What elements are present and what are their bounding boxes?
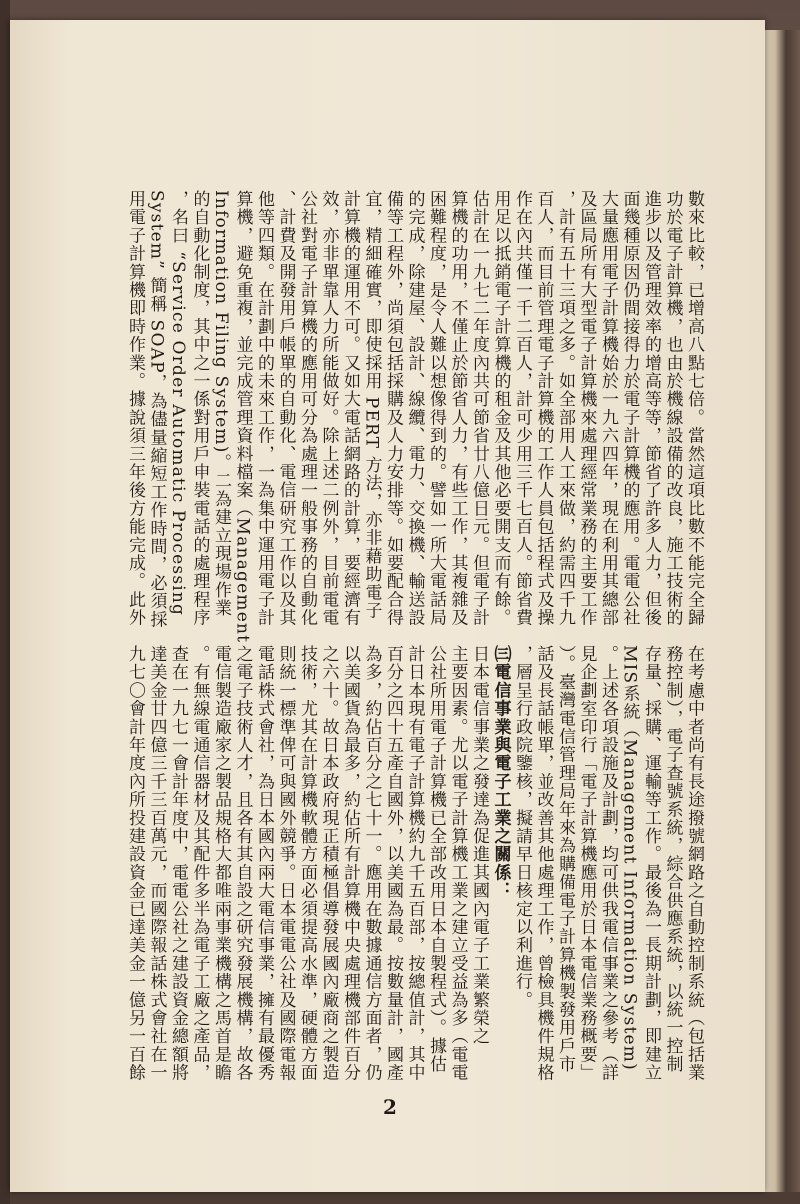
text-column: 估計在一九七二年度內共可節省廿八億日元。但電子計 [469, 190, 489, 627]
text-column: 進步以及管理效率的增高等等，節省了許多人力，但後 [641, 190, 661, 627]
text-column: 達美金廿四億三千三百萬元，而國際報話株式會社在一 [146, 645, 167, 1082]
text-column: 及區局所有大型電子計算機來處理經常業務的主要工作 [576, 190, 597, 627]
text-column: 算機，避免重複，並完成管理資料檔案（Management [232, 190, 253, 644]
text-column: 計算機的運用不可。又如大電話網路的計算，要經濟有 [340, 190, 360, 627]
text-column: 之六十。故日本政府現正積極倡導發展國內廠商之製造 [318, 645, 339, 1082]
text-column: 他等四類。在計劃中的未來工作，一為集中運用電子計 [254, 190, 274, 627]
text-column: 備等工程外，尚須包括採購及人力安排等。如要配合得 [383, 190, 403, 627]
text-column: 日本電信事業之發達為促進其國內電子工業繁榮之 [469, 645, 489, 1046]
text-column: 電話株式會社，為日本國內兩大電信事業，擁有最優秀 [254, 645, 274, 1082]
book-edge-bottom [10, 1192, 800, 1204]
text-column: 技術，尤其在計算機軟體方面必須提高水準，硬體方面 [297, 645, 317, 1082]
text-column: 、計費及開發用戶帳單的自動化、電信研究工作以及其 [275, 190, 296, 627]
text-column: ，計有五十三項之多。如全部用人工來做，約需四千九 [555, 190, 575, 627]
text-column: 。上述各項設施及計劃，均可供我電信事業之參考（詳 [598, 645, 618, 1082]
text-column: System” 簡稱 SOAP，為儘量縮短工作時間，必須採 [146, 190, 167, 629]
text-column: 百人，而目前管理電子計算機的工作人員包括程式及操 [533, 190, 554, 627]
text-column: 公社對電子計算機的應用可分為處理一般事務的自動化 [297, 190, 317, 627]
text-column: 效，亦非單靠人力所能做好。除上述二例外，目前電電 [318, 190, 339, 627]
text-column: Information Filing System)。二為建立現場作業 [211, 190, 231, 618]
text-column: 則統一標準俾可與國外競爭。日本電電公社及國際電報 [275, 645, 296, 1082]
text-column: 之電子技術人才，且各有其自設之研究發展機構，故各 [232, 645, 253, 1082]
text-column: 存量、採購、運輸等工作。最後為一長期計劃，即建立 [641, 645, 661, 1082]
page-number: 2 [383, 1095, 397, 1119]
text-column: 主要因素。尤以電子計算機工業之建立受益為多（電電 [447, 645, 468, 1082]
text-column: 。有無線電通信器材及其配件多半為電子工廠之產品， [189, 645, 210, 1082]
text-column: 困難程度，是令人難以想像得到的。譬如一所大電話局 [426, 190, 446, 627]
text-column: 面幾種原因仍間接得力於電子計算機的應用。電電公社 [619, 190, 640, 627]
text-column: 見企劃室印行「電子計算機應用於日本電信業務概要」 [576, 645, 597, 1082]
text-column: 百分之四十五產自國外，以美國為最。按數量計，國產 [383, 645, 403, 1082]
book-page [10, 20, 765, 1192]
text-column: 用足以抵銷電子計算機的租金及其他必要開支而有餘。 [490, 190, 511, 627]
text-column: 話及長話帳單，並改善其他處理工作，曾檢具機件規格 [533, 645, 554, 1082]
text-column: 為多，約佔百分之七十一。應用在數據通信方面者，仍 [361, 645, 382, 1082]
text-column: 計日本現有電子計算機約九千五百部，按總值計，其中 [404, 645, 425, 1082]
text-column: 九七〇會計年度內所投建設資金已達美金一億另一百餘 [125, 645, 145, 1082]
text-column: 大量應用電子計算機始於一九六四年，現在利用其總部 [598, 190, 618, 627]
text-column: 的完成，除建屋、設計、線纜、電力、交換機、輸送設 [404, 190, 425, 627]
upper-text-block [64, 190, 704, 644]
text-column: 的自動化制度，其中之一係對用戶申裝電話的處理程序 [189, 190, 210, 627]
text-column: 在考慮中者尚有長途撥號網路之自動控制系統（包括業 [684, 645, 704, 1082]
text-column: 作在內共僅一千二百人，計可少用三千七百人。節省費 [512, 190, 532, 627]
text-column: 查在一九七一會計年度中，電電公社之建設資金總額將 [168, 645, 188, 1082]
text-column: MIS系統（Management Information System) [619, 645, 640, 1071]
text-column: 公社所用電子計算機已全部改用日本自製程式）。據估 [426, 645, 446, 1074]
text-column: 宜，精細確實，即使採用 PERT 方法，亦非藉助電子 [361, 190, 382, 620]
text-column: 務控制），電子查號系統，綜合供應系統，以統一控制 [662, 645, 683, 1074]
text-column: ，名曰 “Service Order Automatic Processing [168, 190, 188, 617]
lower-text-block [64, 645, 704, 1080]
text-column: 功於電子計算機，也由於機線設備的改良，施工技術的 [662, 190, 683, 627]
book-edge-right [765, 30, 800, 1200]
text-column: 以美國貨為最多，約佔所有計算機中央處理機部件百分 [340, 645, 360, 1082]
text-column: 用電子計算機即時作業。據說須三年後方能完成。此外 [125, 190, 145, 627]
text-column: 數來比較，已增高八點七倍。當然這項比數不能完全歸 [684, 190, 704, 627]
text-column: ，層呈行政院鑒核，擬請早日核定以利進行。 [512, 645, 532, 1009]
text-column: ）。臺灣電信管理局年來為購備電子計算機製發用戶市 [555, 645, 575, 1074]
section-heading: ㈢電信事業與電子工業之關係： [490, 645, 511, 900]
text-column: 電信製造廠家之製品規格大都唯兩事業機構之馬首是瞻 [211, 645, 231, 1082]
text-column: 算機的功用，不僅止於節省人力，有些工作，其複雜及 [447, 190, 468, 627]
book-binding [0, 0, 10, 1204]
